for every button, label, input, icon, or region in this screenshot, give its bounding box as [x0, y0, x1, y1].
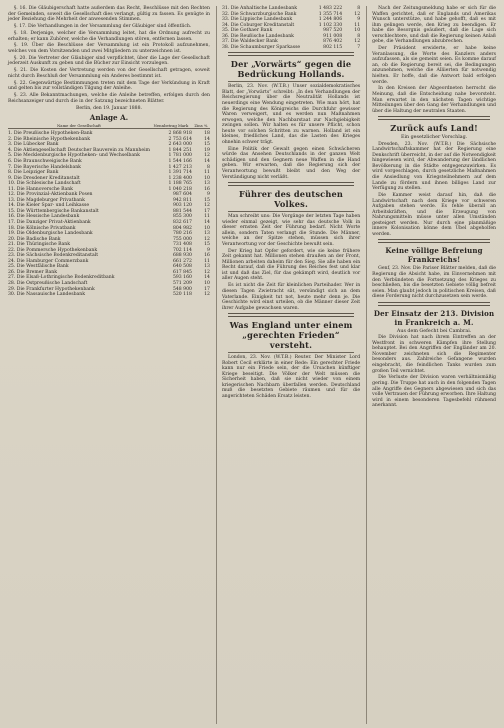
paragraph: §. 17. Die Verhandlungen in der Versammlung der Gläubiger sind öffentlich.: [14, 24, 192, 30]
table-cell-w: 15: [204, 197, 210, 203]
table-cell-name: 15. Die Württembergische Bankanstalt: [8, 208, 99, 214]
table-cell-w: 15: [204, 142, 210, 148]
table-cell-value: 520 118: [172, 292, 192, 298]
table-cell-value: 640 508: [172, 264, 192, 270]
table-cell-w: 13: [204, 264, 210, 270]
table-cell-value: 1 040 218: [168, 186, 192, 192]
paragraph: §. 20. Die Vertreter der Gläubiger sind verpflichtet, über die Lage der Gesellschaft jederzeit Auskunft zu geben und die Bücher zur Einsicht vorzulegen.: [8, 55, 210, 67]
table-cell-name: 38. Die Schaumburger Sparkasse: [221, 44, 301, 50]
table-cell-name: 6. Die Braunschweigische Bank: [8, 158, 82, 164]
article-subheading: Ein gesetzlicher Vorschlag.: [400, 135, 468, 141]
table-cell-value: 571 209: [172, 280, 192, 286]
table-cell-name: 7. Die Bayerische Handelsbank: [8, 164, 81, 170]
table-cell-name: 5. Die Mecklenburgische Hypotheken- und Wechselbank: [8, 153, 140, 159]
table-cell-value: 661 272: [172, 258, 192, 264]
bank-table-continued: [222, 6, 360, 50]
table-cell-value: 2 868 918: [168, 131, 192, 137]
paragraph: §. 21. Die Kosten der Vertretung werden von der Gesellschaft getragen, soweit nicht durch Beschluß der Versammlung ein Anderes bestimmt ist.: [8, 68, 210, 79]
table-cell-w: 12: [204, 292, 210, 298]
table-cell-value: 987 604: [172, 192, 192, 198]
table-cell-value: 832 617: [172, 219, 192, 225]
table-cell-w: 11: [354, 22, 361, 28]
paragraph: Berlin, 23. Nov. (W.T.B.) Unser sozialdemokratisches Blatt, der „Vorwärts“ schreibt: „In den Verhandlungen der Reichsregierung über die Neutralität Hollands ist neuerdings eine Wendung eingetreten. Wie man hört, hat die Regierung des Königreichs die Durchfuhr gewisser Waren verweigert, und es werden nun Maßnahmen erwogen, welche den Nachbarstaat zur Nachgiebigkeit zwingen sollen. Wir halten es für unsere Pflicht, schon heute vor solchen Schritten zu warnen. Holland ist ein kleines, friedliches Land, das die Lasten des Krieges ohnehin schwer trägt.: [221, 84, 361, 145]
table-cell-value: 876 402: [323, 39, 343, 45]
table-cell-name: 12. Die Provinzial-Aktienbank Posen: [8, 192, 93, 198]
table-cell-w: 10: [354, 28, 361, 34]
table-cell-value: 702 114: [172, 247, 192, 253]
heading-rule: [228, 211, 354, 212]
table-cell-name: 33. Die Lippische Landesbank: [221, 17, 293, 23]
table-cell-value: 593 160: [172, 275, 192, 281]
column-3: [366, 6, 496, 724]
table-cell-w: 13: [204, 181, 210, 187]
table-cell-w: 12: [204, 269, 210, 275]
section-divider: [378, 116, 490, 120]
article-subheading: Aus dem Gefecht bei Cambrai.: [396, 328, 472, 334]
table-cell-w: 12: [354, 39, 361, 45]
heading-rule: [228, 352, 354, 353]
article-heading: Keine völlige Befreiung Frankreichs!: [385, 246, 483, 265]
table-cell-w: 18: [204, 131, 210, 137]
table-cell-w: 10: [204, 225, 210, 231]
table-cell-value: 688 930: [172, 253, 192, 259]
paragraph: Eine Politik der Gewalt gegen einen Schwächeren würde das Ansehen Deutschlands in der ganzen Welt schädigen und den Gegnern neue Waffen in die Hand geben. Wir erwarten, daß die Regierung sich der Verantwortung bewußt bleibt und den Weg der Verständigung nicht verläßt.: [221, 146, 361, 180]
table-cell-w: 8: [207, 164, 210, 170]
paragraph: London, 23. Nov. (W.T.B.) Reuter. Der Minister Lord Robert Cecil erklärte in einer Rede: Ein gerechter Friede kann nur ein Friede sein, der die Ursachen künftiger Kriege beseitigt. Die Völker der Welt müssen die Sicherheit haben, daß sie nicht wieder von einem kriegerischen Nachbarn überfallen werden. Deutschland muß die besetzten Gebiete räumen und für die angerichteten Schäden Ersatz leisten.: [221, 355, 361, 399]
table-cell-name: 20. Die Badische Bank: [8, 236, 61, 242]
table-cell-w: 15: [204, 242, 210, 248]
heading-rule: [228, 81, 354, 82]
table-cell-value: 942 811: [172, 197, 192, 203]
table-header-w: Zins %: [194, 122, 208, 128]
paragraph: Es ist nicht die Zeit für kleinlichen Parteihader. Wer in diesen Tagen Zwietracht sät, versündigt sich an dem Vaterlande. Einigkeit tut not, heute mehr denn je. Die Geschichte wird einst urteilen, ob die Männer dieser Zeit ihrer Aufgabe gewachsen waren.: [221, 283, 361, 311]
table-cell-name: 13. Die Magdeburger Privatbank: [8, 197, 85, 203]
section-divider: [378, 239, 490, 243]
table-cell-w: 17: [204, 208, 210, 214]
anlage-title: Anlage A.: [89, 112, 129, 122]
table-cell-value: 548 900: [172, 286, 192, 292]
section-divider: [378, 302, 490, 306]
article-heading: Zurück aufs Land!: [390, 123, 478, 134]
table-cell-name: 29. Die Frankfurter Hypothekenbank: [8, 286, 95, 292]
table-cell-name: 4. Die Aktiengesellschaft Deutscher Bauverein zu Mannheim: [8, 147, 150, 153]
table-cell-w: 14: [204, 219, 210, 225]
table-cell-value: 1 188 765: [168, 181, 192, 187]
table-cell-w: 11: [204, 170, 210, 176]
table-cell-w: 11: [204, 258, 210, 264]
column-1: [8, 6, 210, 724]
paragraph: Genf, 23. Nov. Die Pariser Blätter melden, daß die Regierung die Absicht habe, im Einvernehmen mit den Verbündeten die Fortsetzung des Krieges zu beschließen, bis die besetzten Gebiete völlig befreit seien. Man glaubt jedoch in politischen Kreisen, daß diese Forderung nicht durchzusetzen sein werde.: [372, 266, 496, 300]
table-cell-value: 1 238 400: [168, 175, 192, 181]
table-cell-name: 18. Die Kölnische Privatbank: [8, 225, 76, 231]
table-cell-w: 11: [204, 214, 210, 220]
paragraph: §. 23. Alle Bekanntmachungen, welche die Anleihe betreffen, erfolgen durch den Reichsanzeiger und durch die in der Satzung bezeichneten Blätter.: [8, 93, 210, 104]
table-cell-name: 25. Die Westfälische Bank: [8, 264, 69, 270]
table-cell-value: 1 427 213: [168, 164, 192, 170]
section-divider: [228, 52, 354, 56]
table-cell-name: 30. Die Nassauische Landesbank: [8, 292, 85, 298]
table-cell-w: 16: [204, 186, 210, 192]
table-header-value: Nennbetrag Mark: [153, 122, 189, 128]
section-divider: [228, 313, 354, 317]
table-cell-w: 12: [354, 11, 361, 17]
table-cell-name: 3. Die Lübecker Bank: [8, 142, 59, 148]
table-cell-w: 19: [204, 147, 210, 153]
table-cell-w: 8: [357, 33, 361, 39]
table-cell-name: 28. Die Ostpreußische Landschaft: [8, 280, 88, 286]
column-2: [216, 6, 360, 724]
paragraph: Der Krieg hat Opfer gefordert, wie sie keine frühere Zeit gekannt hat. Millionen stehen draußen an der Front, Millionen arbeiten daheim für den Sieg. Sie alle haben ein Recht darauf, daß die Führung des Reiches fest und klar ist und daß das Ziel, für das gekämpft wird, deutlich vor aller Augen steht.: [221, 248, 361, 282]
table-cell-w: 13: [204, 231, 210, 237]
table-cell-name: 36. Die Reußische Landesbank: [221, 33, 294, 39]
table-cell-name: 16. Die Hessische Landesbank: [8, 214, 80, 220]
table-cell-w: 14: [204, 275, 210, 281]
table-cell-w: 12: [204, 203, 210, 209]
table-cell-w: 9: [207, 192, 210, 198]
table-cell-name: 24. Die Hamburger Commerzbank: [8, 258, 89, 264]
paragraph: Die Kammer weist darauf hin, daß die Landwirtschaft nach dem Kriege vor schweren Aufgaben stehen werde. Es fehle überall an Arbeitskräften, und die Erzeugung von Nahrungsmitteln müsse unter allen Umständen gesteigert werden. Nur durch eine planmäßige innere Kolonisation könne dem Übel abgeholfen werden.: [372, 193, 496, 237]
table-cell-name: 11. Die Hannoversche Bank: [8, 186, 73, 192]
paragraph: Die Division hat nach ihrem Eintreffen an der Westfront in schweren Kämpfen ihre Stellung behauptet. Bei den Angriffen der Engländer am 20. November zeichneten sich die Regimenter besonders aus. Zahlreiche Gefangene wurden eingebracht, die feindlichen Tanks wurden zum großen Teil vernichtet.: [372, 335, 496, 374]
table-cell-name: 10. Die Schlesische Landschaft: [8, 181, 81, 187]
table-cell-value: 1 483 222: [318, 6, 343, 11]
table-cell-value: 1 102 330: [318, 22, 343, 28]
table-cell-value: 855 300: [172, 214, 192, 220]
paragraph: Nach der Zeitungsmeldung habe er sich für die Waffen gerichtet, daß er Englands und Amerikas Wunsch unterstütze, und habe gehofft, daß es mit ihm gelingen werde, den Krieg zu beendigen. Er habe die Besorgnis geäußert, daß die Lage sich verschlechtere, und daß die Regierung keinen Anlaß gebe, die Verhandlungen abzubrechen.: [372, 6, 496, 45]
table-cell-value: 755 000: [172, 236, 192, 242]
table-cell-value: 987 520: [323, 28, 343, 34]
article-heading: Was England unter einem „gerechten Frieden“ versteht.: [229, 320, 353, 351]
article-heading: Der „Vorwärts“ gegen die Bedrückung Hollands.: [230, 59, 352, 80]
article-heading: Der Einsatz der 213. Division in Frankreich a. M.: [373, 308, 495, 327]
paragraph: §. 16. Die Gläubigerschaft hatte außerdem das Recht, Beschlüsse mit den Rechten der Gemeinden, soweit die Gesellschaft dies verlangt, gültig zu fassen. Es genügte in jeder Beziehung die Mehrheit der anwesenden Stimmen.: [8, 6, 210, 23]
table-cell-w: 10: [204, 175, 210, 181]
table-cell-value: 617 845: [172, 269, 192, 275]
table-cell-name: 22. Die Pommersche Hypothekenbank: [8, 247, 98, 253]
table-cell-w: 7: [357, 44, 361, 50]
table-cell-value: 2 753 614: [168, 136, 192, 142]
table-cell-value: 1 544 166: [168, 158, 192, 164]
table-cell-name: 31. Die Anhaltische Landesbank: [221, 6, 298, 11]
table-cell-name: 26. Die Bremer Bank: [8, 269, 57, 275]
table-cell-value: 903 120: [172, 203, 192, 209]
table-cell-value: 1 844 251: [168, 147, 192, 153]
paragraph: §. 18. Derjenige, welcher die Versammlung leitet, hat die Ordnung aufrecht zu erhalten; er kann Zuhörer, welche die Verhandlungen stören, entfernen lassen.: [8, 30, 210, 42]
paragraph: Man schreibt uns: Die Vorgänge der letzten Tage haben wieder einmal gezeigt, wie sehr das deutsche Volk in dieser ernsten Zeit der Führung bedarf. Nicht Worte allein, sondern Taten verlangt die Stunde. Die Männer, welche an der Spitze stehen, müssen sich ihrer Verantwortung vor der Geschichte bewußt sein.: [221, 214, 361, 247]
table-cell-name: 14. Die Kieler Spar- und Leihkasse: [8, 203, 90, 209]
paragraph: Dresden, 23. Nov. (W.T.B.) Die Sächsische Landwirtschaftskammer hat der Regierung eine Denkschrift überreicht, in der auf die Notwendigkeit hingewiesen wird, der Abwanderung der ländlichen Bevölkerung in die Städte entgegenzuwirken. Es wird vorgeschlagen, durch gesetzliche Maßnahmen die Ansiedlung von Kriegsteilnehmern auf dem Lande zu fördern und ihnen billiges Land zur Verfügung zu stellen.: [372, 141, 496, 192]
table-cell-name: 32. Die Schwarzburgische Bank: [221, 11, 297, 17]
paragraph: Der Präsident erwiderte, er habe keine Veranlassung, die Worte des Kanzlers anders aufzufassen, als sie gemeint seien. Es komme darauf an, ob die Regierung bereit sei, die Bedingungen anzunehmen, welche die Alliierten für notwendig hielten. Er hoffe, daß die Antwort bald erfolgen werde.: [372, 46, 496, 85]
paragraph: §. 22. Gegenwärtige Bestimmungen treten mit dem Tage der Verkündung in Kraft und gelten bis zur vollständigen Tilgung der Anleihe.: [8, 80, 210, 92]
table-cell-value: 802 115: [323, 44, 343, 50]
paragraph: Die Verluste der Division waren verhältnismäßig gering. Die Truppe hat auch in den folgenden Tagen alle Angriffe des Gegners abgewiesen und sich das volle Vertrauen der Führung erworben. Ihre Haltung wird in einem besonderen Tagesbefehl rühmend anerkannt.: [372, 375, 496, 409]
table-cell-w: 10: [204, 280, 210, 286]
table-cell-name: 1. Die Preußische Hypotheken-Bank: [8, 131, 93, 137]
table-cell-value: 911 008: [323, 33, 343, 39]
table-cell-name: 19. Die Oldenburgische Landesbank: [8, 231, 93, 237]
table-cell-name: 37. Die Waldecker Bank: [221, 39, 278, 45]
table-cell-w: 14: [204, 136, 210, 142]
table-cell-name: 8. Die Leipziger Bank: [8, 170, 59, 176]
table-cell-w: 9: [207, 247, 210, 253]
table-cell-name: 9. Die Dresdener Kreditanstalt: [8, 175, 80, 181]
table-cell-value: 2 643 000: [168, 142, 192, 148]
paragraph: §. 19. Über die Beschlüsse der Versammlung ist ein Protokoll aufzunehmen, welches von dem Vorsitzenden und zwei Mitgliedern zu unterzeichnen ist.: [8, 43, 210, 54]
table-cell-name: 34. Die Coburger Kreditanstalt: [221, 22, 295, 28]
table-cell-value: 881 544: [172, 208, 192, 214]
table-cell-value: 1 781 000: [168, 153, 192, 159]
table-cell-value: 780 216: [172, 231, 192, 237]
table-cell-w: 14: [204, 158, 210, 164]
paragraph: In den Kreisen der Abgeordneten herrscht die Meinung, daß die Entscheidung nahe bevorsteht. Man erwartet in den nächsten Tagen wichtige Mitteilungen über den Gang der Verhandlungen und über die Haltung der neutralen Staaten.: [372, 86, 496, 114]
table-cell-w: 8: [357, 6, 361, 11]
table-cell-w: 9: [357, 17, 361, 23]
table-cell-w: 12: [204, 153, 210, 159]
table-header: [8, 124, 210, 129]
table-row: [222, 45, 360, 51]
table-cell-w: 12: [204, 236, 210, 242]
table-row: [8, 292, 210, 298]
table-cell-name: 35. Die Gothaer Bank: [221, 28, 273, 34]
bank-table: [8, 131, 210, 297]
table-cell-w: 17: [204, 286, 210, 292]
table-cell-name: 21. Die Thüringische Bank: [8, 242, 71, 248]
table-cell-value: 1 355 714: [318, 11, 343, 17]
table-cell-value: 731 408: [172, 242, 192, 248]
table-cell-value: 1 391 714: [168, 170, 192, 176]
table-cell-value: 804 982: [172, 225, 192, 231]
table-header-name: Name der Gesellschaft: [56, 122, 101, 128]
article-heading: Führer des deutschen Volkes.: [239, 189, 344, 210]
table-cell-w: 16: [204, 253, 210, 259]
closing-line: Berlin, den 19. Januar 1888.: [75, 105, 142, 111]
table-cell-name: 27. Die Elsaß-Lothringische Bodenkreditbank: [8, 275, 115, 281]
table-cell-name: 23. Die Sächsische Bodenkreditanstalt: [8, 253, 99, 259]
table-cell-value: 1 244 806: [318, 17, 343, 23]
table-cell-name: 2. Die Rheinische Hypothekenbank: [8, 136, 90, 142]
table-cell-name: 17. Die Danziger Privat-Aktienbank: [8, 219, 91, 225]
section-divider: [228, 182, 354, 186]
